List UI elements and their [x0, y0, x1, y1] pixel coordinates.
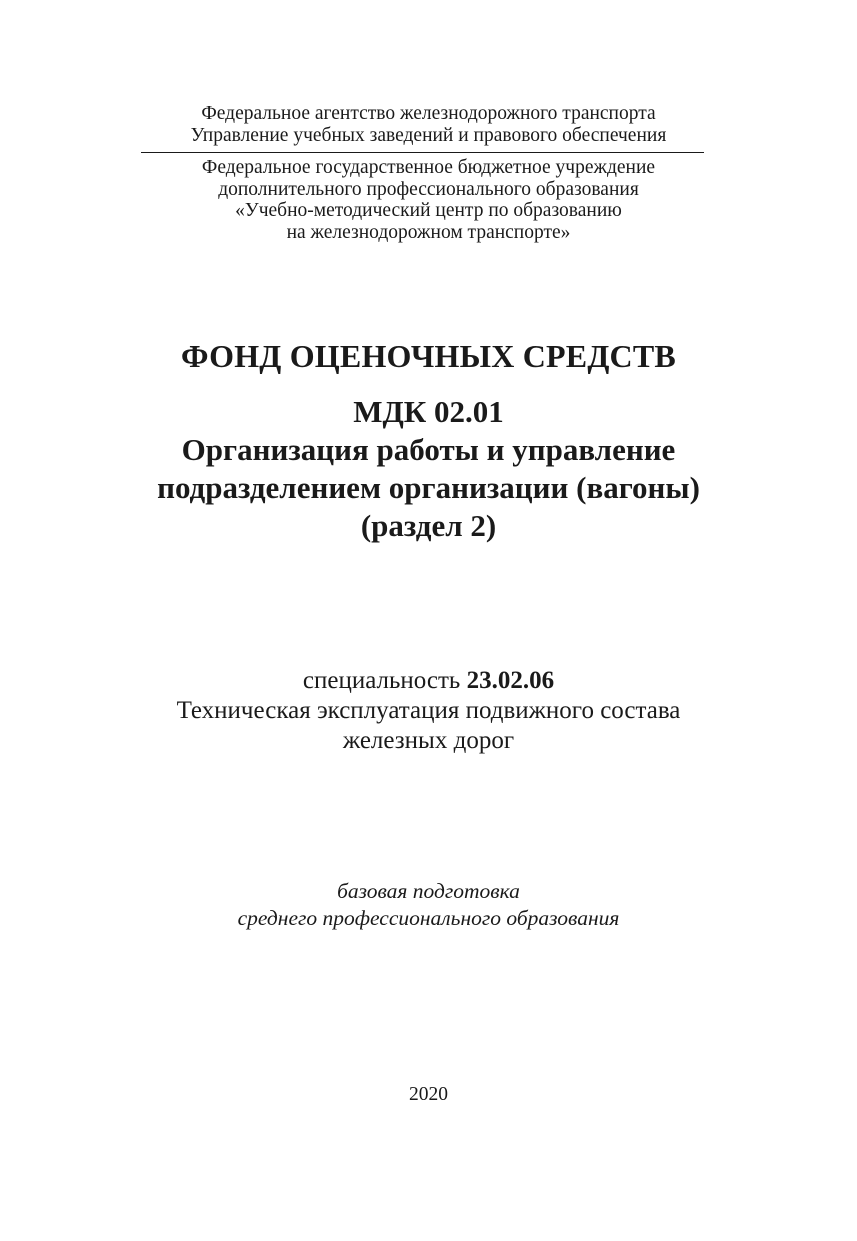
course-section: (раздел 2): [360, 508, 497, 543]
agency-header: [0, 103, 857, 147]
institution-header: [0, 157, 857, 243]
level-line-2: среднего профессионального образования: [237, 906, 620, 930]
institution-line-3: «Учебно-методический центр по образованию: [235, 200, 622, 221]
institution-line-2: дополнительного профессионального образования: [218, 178, 639, 200]
header-divider: [141, 152, 704, 153]
agency-name: Федеральное агентство железнодорожного транспорта: [201, 103, 656, 124]
specialty-code: 23.02.06: [466, 667, 555, 694]
specialty-name-line-2: железных дорог: [342, 727, 515, 754]
institution-line-1: Федеральное государственное бюджетное учреждение: [201, 157, 656, 178]
specialty-line: [0, 666, 857, 696]
publication-year: 2020: [409, 1084, 448, 1105]
course-title: [0, 393, 857, 545]
specialty-name-line-1: Техническая эксплуатация подвижного состава: [176, 697, 681, 724]
institution-line-4: на железнодорожном транспорте»: [286, 221, 571, 243]
course-name-line-1: Организация работы и управление: [181, 432, 676, 467]
agency-department: Управление учебных заведений и правового обеспечения: [190, 125, 667, 146]
specialty-block: [0, 666, 857, 756]
course-name-line-2: подразделением организации (вагоны): [157, 470, 700, 505]
education-level: [0, 878, 857, 932]
level-line-1: базовая подготовка: [337, 879, 520, 903]
specialty-prefix: специальность: [302, 667, 467, 694]
document-title: ФОНД ОЦЕНОЧНЫХ СРЕДСТВ: [181, 338, 676, 374]
course-code: МДК 02.01: [353, 394, 504, 429]
